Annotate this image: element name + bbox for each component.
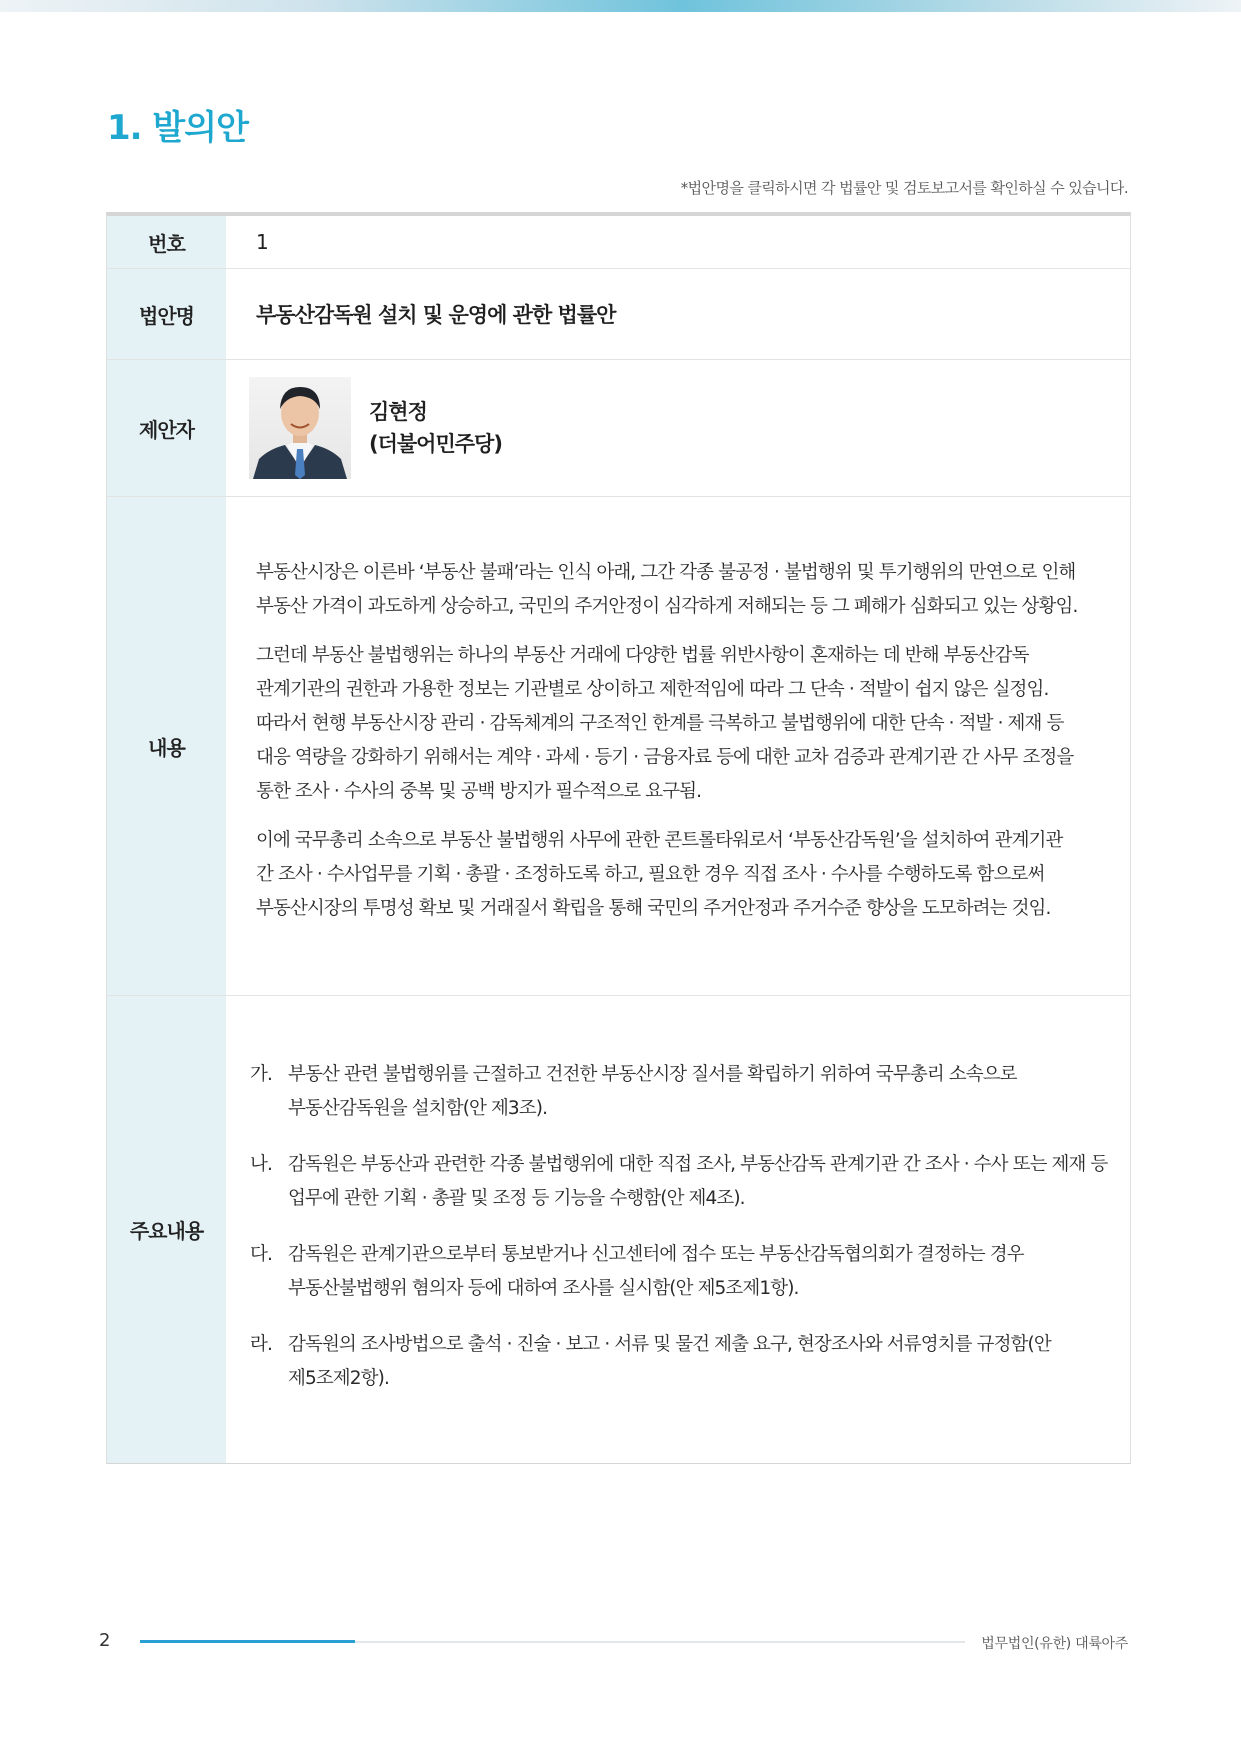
- page-number: 2: [99, 1630, 111, 1651]
- proposer-party: (더불어민주당): [369, 432, 502, 456]
- main-item-line: 부동산 관련 불법행위를 근절하고 건전한 부동산시장 질서를 확립하기 위하여 국무총리 소속으로: [288, 1064, 1017, 1085]
- main-item-line: 제5조제2항).: [288, 1368, 389, 1389]
- row-main-content: [107, 995, 1130, 1463]
- section-title: 1. 발의안: [107, 108, 248, 148]
- main-item: [250, 1238, 1120, 1306]
- content-paragraph: [256, 556, 1110, 624]
- bill-number: 1: [256, 230, 268, 254]
- content-paragraph: [256, 824, 1110, 926]
- bill-name-link[interactable]: 부동산감독원 설치 및 운영에 관한 법률안: [256, 303, 616, 327]
- content-line: 대응 역량을 강화하기 위해서는 계약 · 과세 · 등기 · 금융자료 등에 대한 교차 검증과 관계기관 간 사무 조정을: [256, 747, 1074, 768]
- proposer-name: 김현정: [369, 400, 427, 424]
- bill-name-cell: [226, 269, 1130, 359]
- main-item: [250, 1148, 1120, 1216]
- content-line: 부동산시장은 이른바 ‘부동산 불패’라는 인식 아래, 그간 각종 불공정 · 불법행위 및 투기행위의 만연으로 인해: [256, 562, 1076, 583]
- label-main-content: 주요내용: [107, 996, 226, 1463]
- label-number: 번호: [107, 216, 226, 268]
- proposer-cell: [226, 360, 1130, 496]
- main-item-marker: 라.: [250, 1334, 272, 1355]
- top-decorative-band: [0, 0, 1241, 12]
- main-item: [250, 1328, 1120, 1396]
- main-item-text: [288, 1328, 1120, 1396]
- row-content: [107, 496, 1130, 995]
- main-item-marker: 가.: [250, 1064, 272, 1085]
- content-line: 그런데 부동산 불법행위는 하나의 부동산 거래에 다양한 법률 위반사항이 혼재하는 데 반해 부동산감독: [256, 645, 1029, 666]
- content-paragraph: [256, 639, 1110, 809]
- main-item-line: 감독원의 조사방법으로 출석 · 진술 · 보고 · 서류 및 물건 제출 요구, 현장조사와 서류영치를 규정함(안: [288, 1334, 1051, 1355]
- content-line: 부동산시장의 투명성 확보 및 거래질서 확립을 통해 국민의 주거안정과 주거수준 향상을 도모하려는 것임.: [256, 898, 1051, 919]
- main-item-line: 부동산불법행위 혐의자 등에 대하여 조사를 실시함(안 제5조제1항).: [288, 1278, 799, 1299]
- label-proposer: 제안자: [107, 360, 226, 496]
- proposer-photo: [249, 377, 351, 479]
- bill-table: [106, 212, 1131, 1464]
- footer-progress-fill: [140, 1640, 355, 1643]
- row-bill-name: [107, 268, 1130, 359]
- content-cell: [226, 497, 1130, 995]
- main-item-line: 감독원은 관계기관으로부터 통보받거나 신고센터에 접수 또는 부동산감독협의회가 결정하는 경우: [288, 1244, 1024, 1265]
- footer-progress-bar: [140, 1641, 965, 1643]
- content-line: 간 조사 · 수사업무를 기획 · 총괄 · 조정하도록 하고, 필요한 경우 직접 조사 · 수사를 수행하도록 함으로써: [256, 864, 1045, 885]
- main-item-text: [288, 1058, 1120, 1126]
- row-proposer: [107, 359, 1130, 496]
- firm-name: 법무법인(유한) 대륙아주: [981, 1636, 1128, 1652]
- main-item-marker: 나.: [250, 1154, 272, 1175]
- main-item-marker: 다.: [250, 1244, 272, 1265]
- label-bill-name: 법안명: [107, 269, 226, 359]
- main-item: [250, 1058, 1120, 1126]
- row-number: [107, 216, 1130, 268]
- content-line: 따라서 현행 부동산시장 관리 · 감독체계의 구조적인 한계를 극복하고 불법행위에 대한 단속 · 적발 · 제재 등: [256, 713, 1064, 734]
- main-content-cell: [226, 996, 1130, 1463]
- main-item-line: 부동산감독원을 설치함(안 제3조).: [288, 1098, 548, 1119]
- main-item-text: [288, 1238, 1120, 1306]
- proposer-info: [369, 396, 502, 460]
- main-item-line: 업무에 관한 기획 · 총괄 및 조정 등 기능을 수행함(안 제4조).: [288, 1188, 745, 1209]
- content-line: 관계기관의 권한과 가용한 정보는 기관별로 상이하고 제한적임에 따라 그 단속 · 적발이 쉽지 않은 실정임.: [256, 679, 1049, 700]
- content-line: 이에 국무총리 소속으로 부동산 불법행위 사무에 관한 콘트롤타워로서 ‘부동산감독원’을 설치하여 관계기관: [256, 830, 1063, 851]
- click-note: *법안명을 클릭하시면 각 법률안 및 검토보고서를 확인하실 수 있습니다.: [680, 179, 1128, 197]
- main-item-text: [288, 1148, 1120, 1216]
- main-item-line: 감독원은 부동산과 관련한 각종 불법행위에 대한 직접 조사, 부동산감독 관계기관 간 조사 · 수사 또는 제재 등: [288, 1154, 1108, 1175]
- label-content: 내용: [107, 497, 226, 995]
- content-line: 통한 조사 · 수사의 중복 및 공백 방지가 필수적으로 요구됨.: [256, 781, 702, 802]
- content-line: 부동산 가격이 과도하게 상승하고, 국민의 주거안정이 심각하게 저해되는 등 그 폐해가 심화되고 있는 상황임.: [256, 596, 1078, 617]
